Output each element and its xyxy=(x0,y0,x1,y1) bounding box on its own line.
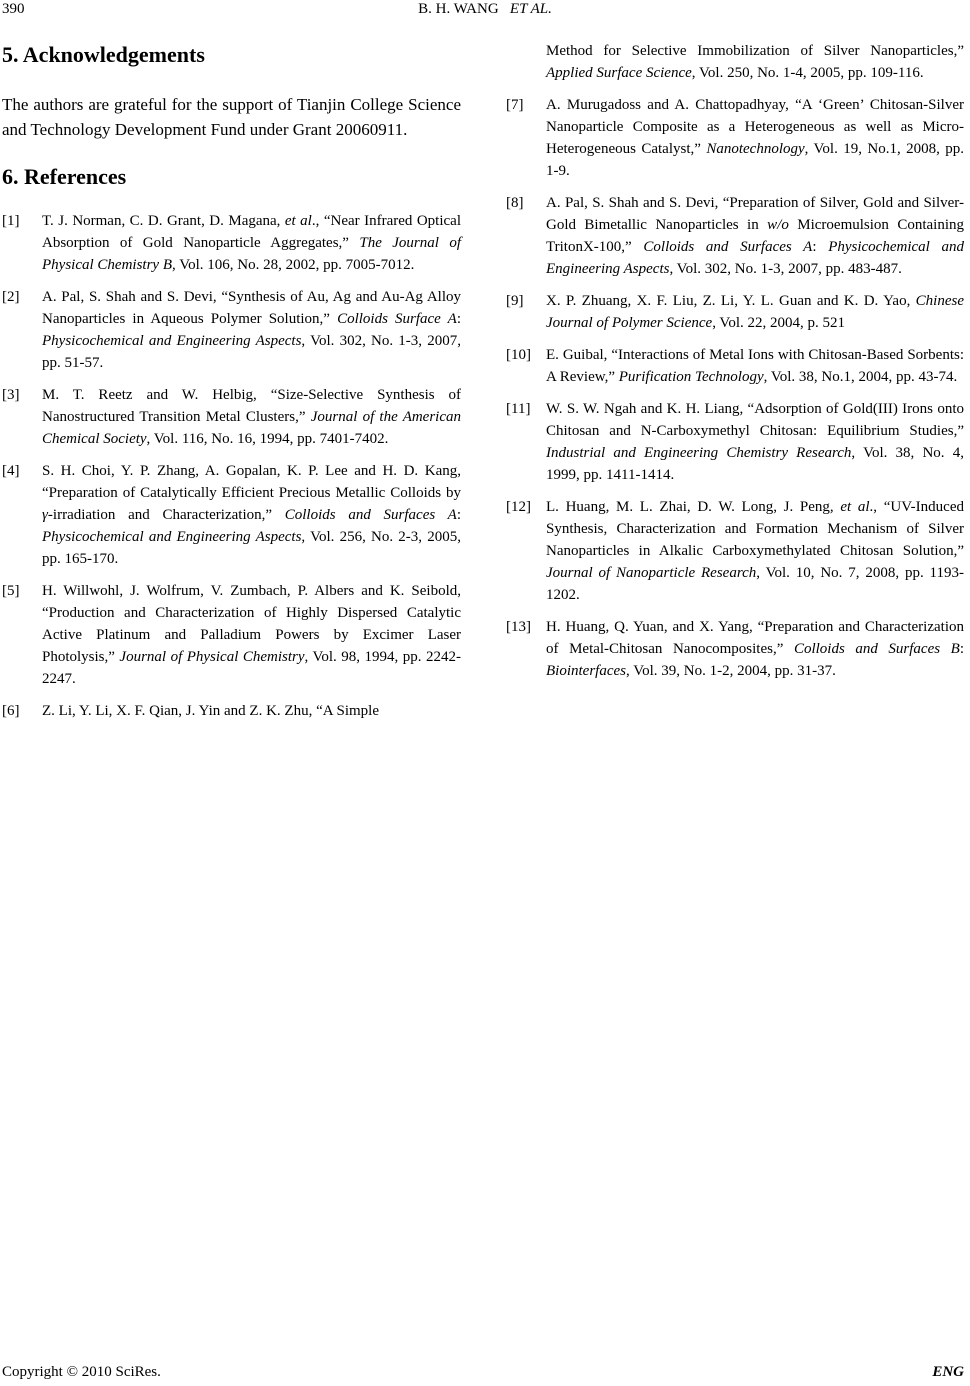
ref-text: ., “Near Infrared Optical Absorption of Gold Nanoparticle Aggregates,” xyxy=(42,213,461,251)
reference-number: [11] xyxy=(506,401,531,417)
ref-text: T. J. Norman, C. D. Grant, D. Magana, xyxy=(42,213,285,229)
ref-journal: Colloids and Surfaces A xyxy=(643,239,813,255)
ref-text: : xyxy=(456,507,461,523)
ref-text: , Vol. 302, No. 1-3, 2007, pp. 51-57. xyxy=(42,333,461,371)
ref-journal: The Journal of Physical Chemistry B xyxy=(42,235,461,273)
ref-text: W. S. W. Ngah and K. H. Liang, “Adsorption of Gold(III) Irons onto Chitosan and N-Carboxymethyl Chitosan: Equilibrium Studies,” xyxy=(546,401,964,439)
journal-abbreviation: ENG xyxy=(932,1364,964,1380)
references-heading: 6. References xyxy=(2,164,127,189)
ref-text: A. Murugadoss and A. Chattopadhyay, “A ‘Green’ Chitosan-Silver Nanoparticle Composite as a Heterogeneous as well as Micro-Heterogeneous Catalyst,” xyxy=(546,97,964,157)
ref-text: , Vol. 302, No. 1-3, 2007, pp. 483-487. xyxy=(669,261,902,277)
reference-8 xyxy=(506,192,964,280)
reference-2 xyxy=(2,286,461,374)
ref-text: M. T. Reetz and W. Helbig, “Size-Selective Synthesis of Nanostructured Transition Metal Clusters,” xyxy=(42,387,461,425)
ref-text: H. Willwohl, J. Wolfrum, V. Zumbach, P. Albers and K. Seibold, “Production and Characterization of Highly Dispersed Catalytic Active Platinum and Palladium Powers by Excimer Laser Photolysis,” xyxy=(42,583,461,665)
ref-text: , Vol. 38, No. 4, 1999, pp. 1411-1414. xyxy=(546,445,964,483)
ref-journal: Chinese Journal of Polymer Science xyxy=(546,293,964,331)
ref-text: ., “UV-Induced Synthesis, Characterization and Formation Mechanism of Silver Nanoparticles in Alkalic Carboxymethylated Chitosan Solution,” xyxy=(546,499,964,559)
ref-journal: Physicochemical and Engineering Aspects xyxy=(42,333,302,349)
ref-text: -irradiation and Characterization,” xyxy=(47,507,285,523)
ref-journal: Applied Surface Science xyxy=(546,65,692,81)
ref-text: Microemulsion Containing TritonX-100,” xyxy=(546,217,964,255)
reference-number: [8] xyxy=(506,195,524,211)
left-column xyxy=(2,40,461,732)
ref-text: , Vol. 256, No. 2-3, 2005, pp. 165-170. xyxy=(42,529,461,567)
right-column xyxy=(506,40,964,692)
ref-text: , Vol. 19, No.1, 2008, pp. 1-9. xyxy=(546,141,964,179)
ref-text: H. Huang, Q. Yuan, and X. Yang, “Preparation and Characterization of Metal-Chitosan Nanocomposites,” xyxy=(546,619,964,657)
ref-text: , Vol. 38, No.1, 2004, pp. 43-74. xyxy=(763,369,958,385)
page-number: 390 xyxy=(2,1,25,17)
reference-number: [1] xyxy=(2,213,20,229)
ref-text: , Vol. 250, No. 1-4, 2005, pp. 109-116. xyxy=(691,65,924,81)
acknowledgements-text: The authors are grateful for the support of Tianjin College Science and Technology Development Fund under Grant 20060911. xyxy=(2,95,461,139)
ref-journal: Journal of the American Chemical Society xyxy=(42,409,462,447)
ref-text: Method for Selective Immobilization of Silver Nanoparticles,” xyxy=(546,43,964,59)
reference-number: [7] xyxy=(506,97,524,113)
ref-text: , Vol. 10, No. 7, 2008, pp. 1193-1202. xyxy=(546,565,964,603)
reference-number: [9] xyxy=(506,293,524,309)
reference-number: [2] xyxy=(2,289,20,305)
ref-journal: Industrial and Engineering Chemistry Research xyxy=(546,445,852,461)
reference-number: [5] xyxy=(2,583,20,599)
ref-journal: Colloids and Surfaces A xyxy=(284,507,457,523)
reference-number: [4] xyxy=(2,463,20,479)
ref-journal: Journal of Nanoparticle Research xyxy=(546,565,757,581)
reference-number: [12] xyxy=(506,499,531,515)
running-head xyxy=(0,0,970,24)
ref-text: : xyxy=(456,311,461,327)
ref-journal: Colloids and Surfaces B xyxy=(793,641,960,657)
ref-text: A. Pal, S. Shah and S. Devi, “Synthesis of Au, Ag and Au-Ag Alloy Nanoparticles in Aqueous Polymer Solution,” xyxy=(42,289,461,327)
ref-journal: Colloids Surface A xyxy=(337,311,457,327)
ref-text: , Vol. 39, No. 1-2, 2004, pp. 31-37. xyxy=(625,663,836,679)
reference-number: [13] xyxy=(506,619,531,635)
ref-text: , Vol. 22, 2004, p. 521 xyxy=(712,315,845,331)
reference-12 xyxy=(506,496,964,606)
ref-text: X. P. Zhuang, X. F. Liu, Z. Li, Y. L. Guan and K. D. Yao, xyxy=(546,293,916,309)
ref-text: Z. Li, Y. Li, X. F. Qian, J. Yin and Z. K. Zhu, “A Simple xyxy=(42,703,379,719)
ref-italic: w/o xyxy=(767,217,789,233)
ref-text: , Vol. 98, 1994, pp. 2242-2247. xyxy=(42,649,461,687)
ref-text: : xyxy=(959,641,964,657)
running-title xyxy=(0,1,970,18)
ref-text: , Vol. 106, No. 28, 2002, pp. 7005-7012. xyxy=(171,257,415,273)
reference-10 xyxy=(506,344,964,388)
reference-3 xyxy=(2,384,461,450)
ref-text: L. Huang, M. L. Zhai, D. W. Long, J. Peng, xyxy=(546,499,841,515)
reference-number: [3] xyxy=(2,387,20,403)
ref-italic: γ xyxy=(42,507,48,523)
acknowledgements-heading: 5. Acknowledgements xyxy=(2,42,205,67)
ref-italic: et al xyxy=(840,499,870,515)
reference-6-continued xyxy=(506,40,964,84)
ref-journal: Journal of Physical Chemistry xyxy=(119,649,305,665)
ref-text: E. Guibal, “Interactions of Metal Ions with Chitosan-Based Sorbents: A Review,” xyxy=(546,347,964,385)
ref-text: , Vol. 116, No. 16, 1994, pp. 7401-7402. xyxy=(146,431,389,447)
ref-text: : xyxy=(812,239,829,255)
reference-4 xyxy=(2,460,461,570)
ref-text: S. H. Choi, Y. P. Zhang, A. Gopalan, K. P. Lee and H. D. Kang, “Preparation of Catalytically Efficient Precious Metallic Colloids by xyxy=(42,463,461,501)
ref-text: A. Pal, S. Shah and S. Devi, “Preparation of Silver, Gold and Silver-Gold Bimetallic Nanoparticles in xyxy=(546,195,964,233)
reference-7 xyxy=(506,94,964,182)
ref-journal: Physicochemical and Engineering Aspects xyxy=(546,239,965,277)
reference-9 xyxy=(506,290,964,334)
reference-6 xyxy=(2,700,461,722)
reference-number: [10] xyxy=(506,347,531,363)
et-al: ET AL. xyxy=(509,1,552,17)
copyright-notice: Copyright © 2010 SciRes. xyxy=(2,1364,161,1380)
reference-5 xyxy=(2,580,461,690)
ref-journal: Nanotechnology xyxy=(706,141,805,157)
ref-journal: Physicochemical and Engineering Aspects xyxy=(42,529,302,545)
reference-11 xyxy=(506,398,964,486)
reference-number: [6] xyxy=(2,703,20,719)
ref-italic: et al xyxy=(284,213,312,229)
ref-journal: Biointerfaces xyxy=(546,663,626,679)
reference-1 xyxy=(2,210,461,276)
author-name: B. H. WANG xyxy=(418,1,499,17)
ref-journal: Purification Technology xyxy=(618,369,764,385)
reference-13 xyxy=(506,616,964,682)
